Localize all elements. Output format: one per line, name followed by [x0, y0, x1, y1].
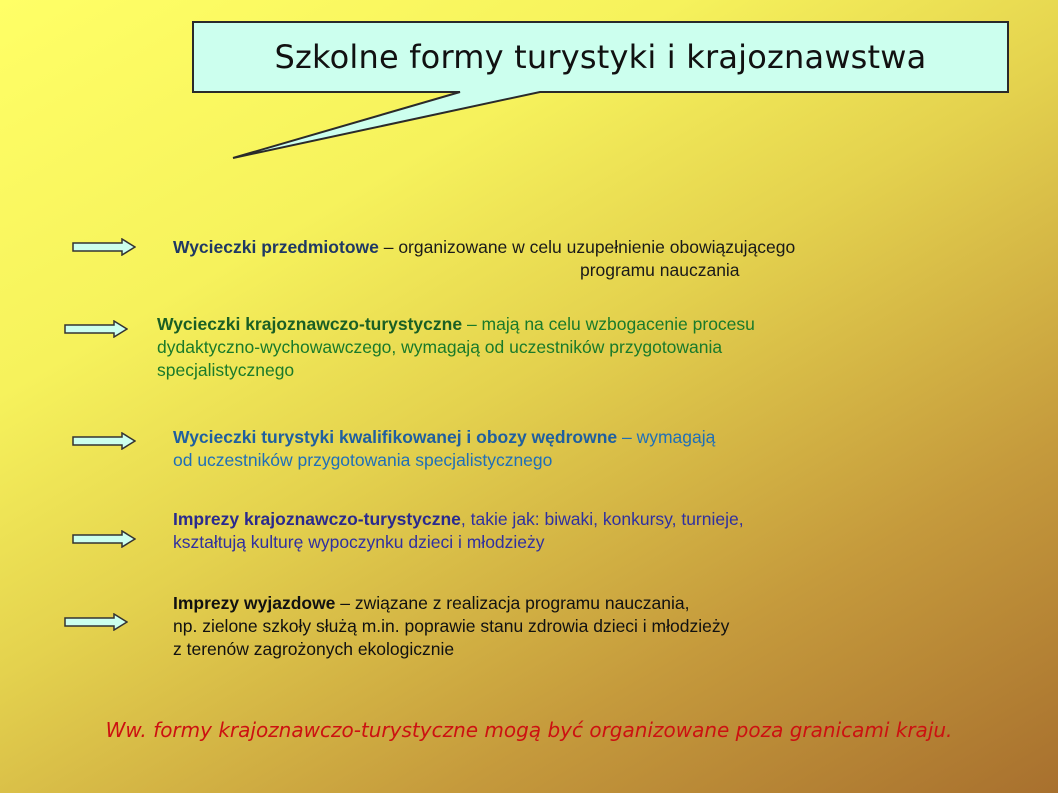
- item-text: np. zielone szkoły służą m.in. poprawie stanu zdrowia dzieci i młodzieży: [173, 616, 730, 636]
- right-arrow-icon: [64, 613, 128, 631]
- list-item: [157, 313, 1017, 382]
- item-heading: Wycieczki krajoznawczo-turystyczne: [157, 314, 463, 334]
- item-text: specjalistycznego: [157, 360, 295, 380]
- item-heading: Wycieczki przedmiotowe: [173, 237, 379, 257]
- list-item: [173, 236, 1033, 282]
- slide-title: Szkolne formy turystyki i krajoznawstwa: [274, 38, 927, 76]
- item-text: dydaktyczno-wychowawczego, wymagają od uczestników przygotowania: [157, 337, 723, 357]
- item-text: – organizowane w celu uzupełnienie obowiązującego: [378, 237, 796, 257]
- list-item: [173, 508, 1033, 554]
- item-text: z terenów zagrożonych ekologicznie: [173, 639, 455, 659]
- item-text: kształtują kulturę wypoczynku dzieci i młodzieży: [173, 532, 545, 552]
- item-text: , takie jak: biwaki, konkursy, turnieje,: [460, 509, 744, 529]
- item-text: – związane z realizacja programu nauczania,: [335, 593, 690, 613]
- item-heading: Wycieczki turystyki kwalifikowanej i obozy wędrowne: [173, 427, 618, 447]
- right-arrow-icon: [64, 320, 128, 338]
- list-item: [173, 592, 1033, 661]
- right-arrow-icon: [72, 238, 136, 256]
- item-heading: Imprezy wyjazdowe: [173, 593, 336, 613]
- footer-note: Ww. formy krajoznawczo-turystyczne mogą być organizowane poza granicami kraju.: [105, 718, 953, 742]
- right-arrow-icon: [72, 530, 136, 548]
- item-text: – wymagają: [617, 427, 716, 447]
- right-arrow-icon: [72, 432, 136, 450]
- item-heading: Imprezy krajoznawczo-turystyczne: [173, 509, 461, 529]
- item-text: programu nauczania: [580, 260, 740, 280]
- item-text: od uczestników przygotowania specjalistycznego: [173, 450, 553, 470]
- item-text: – mają na celu wzbogacenie procesu: [462, 314, 755, 334]
- list-item: [173, 426, 1033, 472]
